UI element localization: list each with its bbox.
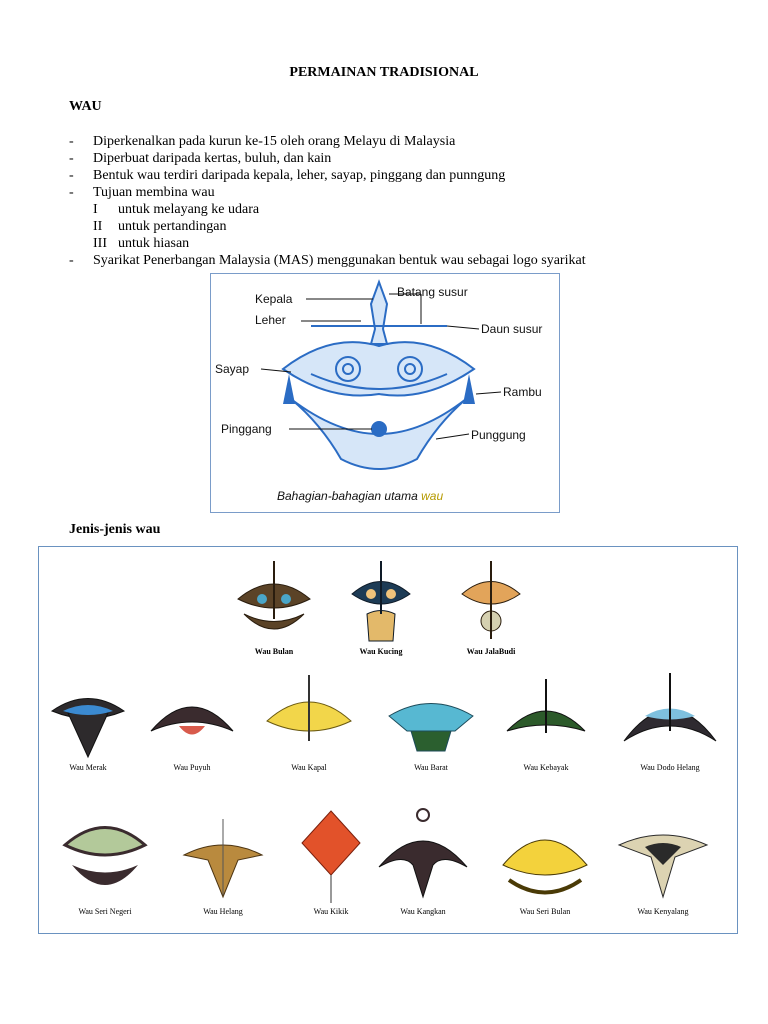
wau-kucing-icon	[349, 559, 413, 645]
label-sayap: Sayap	[215, 362, 250, 376]
bullet-item: - Tujuan membina wau	[69, 185, 215, 200]
kite-wau-dodo-helang	[615, 671, 725, 772]
kite-name: Wau Seri Bulan	[519, 907, 571, 916]
kite-wau-helang	[175, 805, 271, 916]
label-batang-susur: Batang susur	[397, 285, 468, 299]
kite-wau-kikik	[293, 805, 369, 916]
kite-wau-bulan	[229, 559, 319, 656]
wau-jalabudi-icon	[459, 559, 523, 645]
wau-bulan-icon	[234, 559, 314, 645]
bullet-item: - Diperkenalkan pada kurun ke-15 oleh orang Melayu di Malaysia	[69, 134, 456, 149]
wau-seri-negeri-icon	[60, 805, 150, 905]
kite-name: Wau Merak	[69, 763, 107, 772]
purpose-item: I untuk melayang ke udara	[93, 202, 260, 217]
label-kepala: Kepala	[255, 292, 293, 306]
kite-wau-kangkan	[371, 805, 475, 916]
bullet-item: - Diperbuat daripada kertas, buluh, dan kain	[69, 151, 332, 166]
kite-wau-puyuh	[147, 671, 237, 772]
page-title: PERMAINAN TRADISIONAL	[289, 65, 479, 80]
wau-barat-icon	[385, 671, 477, 761]
label-leher: Leher	[255, 313, 286, 327]
kite-wau-seri-negeri	[55, 805, 155, 916]
kite-name: Wau Kucing	[359, 647, 403, 656]
wau-kangkan-icon	[373, 805, 473, 905]
section-heading-jenis: Jenis-jenis wau	[69, 522, 161, 537]
bullet-item: - Bentuk wau terdiri daripada kepala, leher, sayap, pinggang dan punngung	[69, 168, 506, 183]
kite-name: Wau Kebayak	[523, 763, 569, 772]
label-daun-susur: Daun susur	[481, 322, 543, 336]
kite-name: Wau Dodo Helang	[640, 763, 700, 772]
kite-anatomy-diagram	[210, 273, 560, 513]
kite-name: Wau Kikik	[313, 907, 349, 916]
kite-name: Wau Kapal	[291, 763, 327, 772]
kite-types-gallery	[38, 546, 738, 934]
purpose-item: II untuk pertandingan	[93, 219, 227, 234]
label-punggung: Punggung	[471, 428, 526, 442]
kite-name: Wau JalaBudi	[466, 647, 516, 656]
kite-wau-jalabudi	[449, 559, 533, 656]
kite-wau-seri-bulan	[495, 805, 595, 916]
section-heading-wau: WAU	[69, 99, 102, 114]
wau-kikik-icon	[298, 805, 364, 905]
kite-name: Wau Helang	[203, 907, 243, 916]
wau-puyuh-icon	[149, 671, 235, 761]
kite-wau-kenyalang	[611, 805, 715, 916]
kite-name: Wau Puyuh	[173, 763, 211, 772]
bullet-item: - Syarikat Penerbangan Malaysia (MAS) menggunakan bentuk wau sebagai logo syarikat	[69, 253, 586, 268]
wau-merak-icon	[48, 671, 128, 761]
bullet-list	[69, 133, 586, 269]
diagram-caption: Bahagian-bahagian utama wau	[277, 489, 444, 503]
wau-kapal-icon	[261, 671, 357, 761]
purpose-item: III untuk hiasan	[93, 236, 190, 251]
label-pinggang: Pinggang	[221, 422, 272, 436]
kite-wau-kapal	[259, 671, 359, 772]
wau-seri-bulan-icon	[497, 805, 593, 905]
kite-wau-barat	[383, 671, 479, 772]
wau-kenyalang-icon	[615, 805, 711, 905]
wau-dodo-helang-icon	[620, 671, 720, 761]
kite-wau-merak	[43, 671, 133, 772]
kite-name: Wau Bulan	[254, 647, 294, 656]
label-rambu: Rambu	[503, 385, 542, 399]
kite-name: Wau Seri Negeri	[78, 907, 132, 916]
kite-name: Wau Kangkan	[400, 907, 446, 916]
kite-name: Wau Kenyalang	[637, 907, 689, 916]
kite-name: Wau Barat	[414, 763, 448, 772]
wau-kebayak-icon	[503, 671, 589, 761]
wau-helang-icon	[180, 805, 266, 905]
kite-wau-kucing	[339, 559, 423, 656]
kite-wau-kebayak	[501, 671, 591, 772]
